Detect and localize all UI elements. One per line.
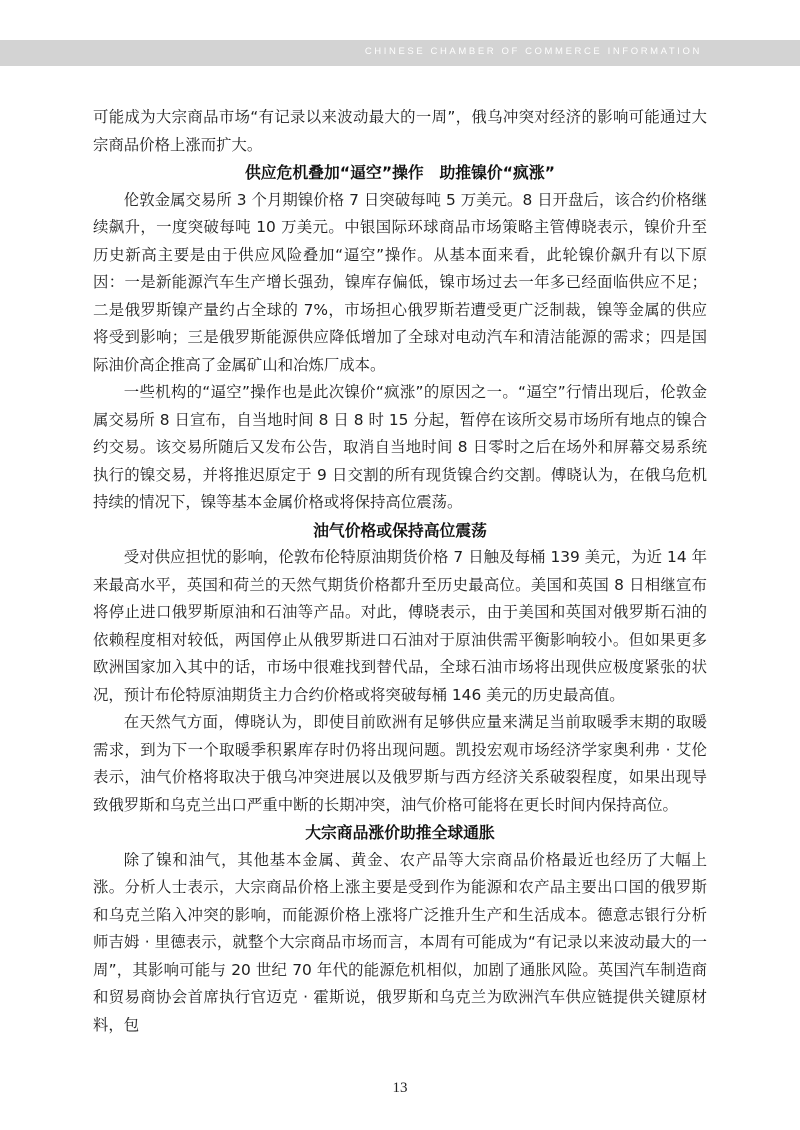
paragraph-commodity-inflation: 除了镍和油气，其他基本金属、黄金、农产品等大宗商品价格最近也经历了大幅上涨。分析人士表示，大宗商品价格上涨主要是受到作为能源和农产品主要出口国的俄罗斯和乌克兰陷入冲突的影响，而能源价格上涨将广泛推升生产和生活成本。德意志银行分析师吉姆 · 里德表示，就整个大宗商品市场而言，本周有可能成为“有记录以来波动最大的一周”，其影响可能与 20 世纪 70 年代的能源危机相似，加剧了通胀风险。英国汽车制造商和贸易商协会首席执行官迈克 · 霍斯说，俄罗斯和乌克兰为欧洲汽车供应链提供关键原材料，包 <box>93 850 707 1034</box>
section-heading-nickel: 供应危机叠加“逼空”操作 助推镍价“疯涨” <box>244 163 556 182</box>
publication-name: CHINESE CHAMBER OF COMMERCE INFORMATION <box>364 46 702 57</box>
article-body <box>93 104 707 1039</box>
paragraph-oil-price: 受对供应担忧的影响，伦敦布伦特原油期货价格 7 日触及每桶 139 美元，为近 14 年来最高水平，英国和荷兰的天然气期货价格都升至历史最高位。美国和英国 8 日相继宣布将停止进口俄罗斯原油和石油等产品。对此，傅晓表示，由于美国和英国对俄罗斯石油的依赖程度相对较低，两国停止从俄罗斯进口石油对于原油供需平衡影响较小。但如果更多欧洲国家加入其中的话，市场中很难找到替代品，全球石油市场将出现供应极度紧张的状况，预计布伦特原油期货主力合约价格或将突破每桶 146 美元的历史最高值。 <box>93 548 707 704</box>
paragraph-nickel-supply: 伦敦金属交易所 3 个月期镍价格 7 日突破每吨 5 万美元。8 日开盘后，该合约价格继续飙升，一度突破每吨 10 万美元。中银国际环球商品市场策略主管傅晓表示，镍价升至历史新高主要是由于供应风险叠加“逼空”操作。从基本面来看，此轮镍价飙升有以下原因：一是新能源汽车生产增长强劲，镍库存偏低，镍市场过去一年多已经面临供应不足；二是俄罗斯镍产量约占全球的 7%，市场担心俄罗斯若遭受更广泛制裁，镍等金属的供应将受到影响；三是俄罗斯能源供应降低增加了全球对电动汽车和清洁能源的需求；四是国际油价高企推高了金属矿山和冶炼厂成本。 <box>93 190 707 374</box>
section-heading-inflation: 大宗商品涨价助推全球通胀 <box>305 823 495 842</box>
paragraph-short-squeeze: 一些机构的“逼空”操作也是此次镍价“疯涨”的原因之一。“逼空”行情出现后，伦敦金属交易所 8 日宣布，自当地时间 8 日 8 时 15 分起，暂停在该所交易市场所有地点的镍合约交易。该交易所随后又发布公告，取消自当地时间 8 日零时之后在场外和屏幕交易系统执行的镍交易，并将推迟原定于 9 日交割的所有现货镍合约交割。傅晓认为，在俄乌危机持续的情况下，镍等基本金属价格或将保持高位震荡。 <box>93 383 707 511</box>
header-band <box>0 40 800 66</box>
page-number: 13 <box>392 1080 408 1096</box>
intro-paragraph: 可能成为大宗商品市场“有记录以来波动最大的一周”，俄乌冲突对经济的影响可能通过大宗商品价格上涨而扩大。 <box>93 108 707 154</box>
paragraph-natural-gas: 在天然气方面，傅晓认为，即使目前欧洲有足够供应量来满足当前取暖季末期的取暖需求，到为下一个取暖季积累库存时仍将出现问题。凯投宏观市场经济学家奥利弗 · 艾伦表示，油气价格将取决于俄乌冲突进展以及俄罗斯与西方经济关系破裂程度，如果出现导致俄罗斯和乌克兰出口严重中断的长期冲突，油气价格可能将在更长时间内保持高位。 <box>93 713 707 814</box>
section-heading-oil-gas: 油气价格或保持高位震荡 <box>313 520 487 540</box>
